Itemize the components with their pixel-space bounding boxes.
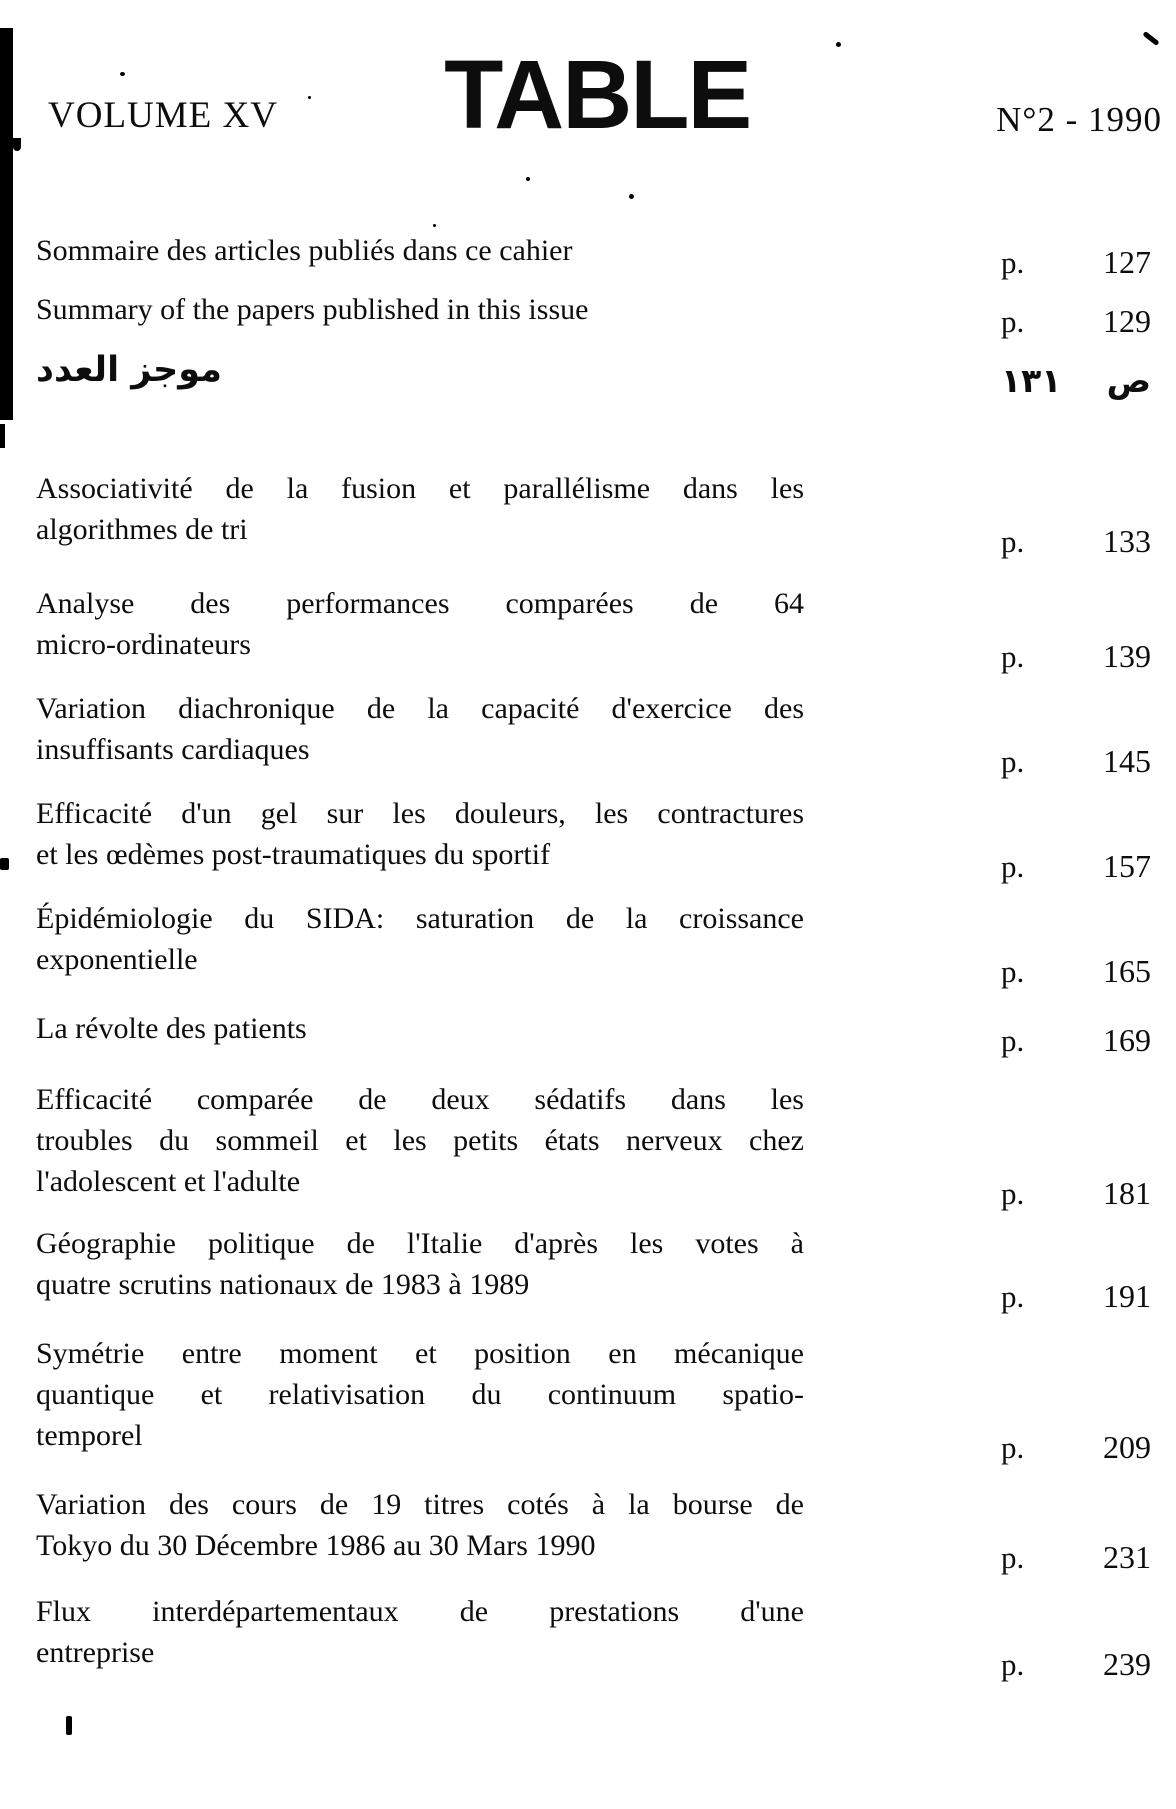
toc-entry-title: [36, 1484, 804, 1566]
page-ref: [1001, 1646, 1151, 1683]
toc-line: l'adolescent et l'adulte: [36, 1165, 301, 1198]
toc-entry: [36, 1591, 1151, 1682]
scan-artifact-left-strip-tail: [0, 424, 5, 448]
toc-entry-title: [36, 346, 804, 394]
toc-entry: [36, 289, 1151, 339]
toc-entry: [36, 793, 1151, 884]
page-ref: [1001, 1022, 1151, 1059]
page-number: 165: [1103, 953, 1151, 989]
toc-line: et les œdèmes post-traumatiques du sportif: [36, 838, 551, 871]
scanned-document-page: [0, 28, 1176, 1809]
page-number: 231: [1103, 1539, 1151, 1575]
toc-line: Summary of the papers published in this issue: [36, 293, 589, 326]
page-number: 157: [1103, 848, 1151, 884]
toc-line: Flux interdépartementaux de prestations d'une: [36, 1595, 804, 1628]
toc-entry: [36, 1223, 1151, 1314]
toc-line: algorithmes de tri: [36, 513, 248, 546]
toc-line: Épidémiologie du SIDA: saturation de la croissance: [36, 902, 804, 935]
page-ref: [1001, 1278, 1151, 1315]
page-number: 133: [1103, 523, 1151, 559]
page-label: p.: [1001, 1279, 1025, 1314]
page-ref: [1001, 361, 1151, 400]
toc-entry: [36, 1079, 1151, 1211]
scan-artifact-left-tick: [0, 858, 9, 870]
page-label: p.: [1001, 1023, 1025, 1058]
page-label: p.: [1001, 1176, 1025, 1211]
toc-line: Efficacité d'un gel sur les douleurs, les contractures: [36, 797, 804, 830]
toc-entry-title: [36, 688, 804, 770]
page-number: 145: [1103, 743, 1151, 779]
scan-artifact-speck: [526, 177, 530, 181]
toc-line: Associativité de la fusion et parallélisme dans les: [36, 472, 804, 505]
toc-entry-title: [36, 793, 804, 875]
page-label: p.: [1001, 1647, 1025, 1682]
document-header: [0, 28, 1176, 148]
toc-entry: [36, 898, 1151, 989]
page-label: p.: [1001, 1540, 1025, 1575]
page-ref: [1001, 1175, 1151, 1212]
toc-line: Variation diachronique de la capacité d'exercice des: [36, 692, 804, 725]
page-number: 169: [1103, 1022, 1151, 1058]
table-of-contents: [0, 230, 1176, 1682]
toc-entry: [36, 468, 1151, 559]
page-number: 191: [1103, 1278, 1151, 1314]
page-ref: [1001, 244, 1151, 281]
toc-line: La révolte des patients: [36, 1012, 307, 1045]
toc-entry: [36, 1008, 1151, 1058]
toc-entry: [36, 1484, 1151, 1575]
toc-line: Efficacité comparée de deux sédatifs dans les: [36, 1083, 804, 1116]
toc-line: Tokyo du 30 Décembre 1986 au 30 Mars 1990: [36, 1529, 596, 1562]
toc-entry-title: [36, 1333, 804, 1456]
toc-entry-title: [36, 898, 804, 980]
scan-artifact-bottom-tick: [66, 1716, 72, 1735]
page-ref: [1001, 743, 1151, 780]
toc-entry-title: [36, 1079, 804, 1202]
page-ref: [1001, 1429, 1151, 1466]
toc-line: Géographie politique de l'Italie d'après les votes à: [36, 1227, 804, 1260]
scan-artifact-comma: [13, 138, 21, 151]
toc-line: Sommaire des articles publiés dans ce cahier: [36, 234, 573, 267]
toc-entry-title: [36, 468, 804, 550]
toc-entry-title: [36, 1591, 804, 1673]
scan-artifact-speck: [120, 72, 125, 76]
page-ref: [1001, 848, 1151, 885]
toc-entry: [36, 230, 1151, 280]
page-label: p.: [1001, 245, 1025, 280]
page-label: p.: [1001, 524, 1025, 559]
page-number: 139: [1103, 638, 1151, 674]
toc-line: insuffisants cardiaques: [36, 733, 310, 766]
toc-entry: [36, 688, 1151, 779]
toc-line: quatre scrutins nationaux de 1983 à 1989: [36, 1268, 530, 1301]
toc-entry-title: [36, 1008, 804, 1049]
page-ref: [1001, 638, 1151, 675]
toc-line: troubles du sommeil et les petits états nerveux chez: [36, 1124, 804, 1157]
scan-artifact-speck: [433, 224, 436, 227]
page-number: 181: [1103, 1175, 1151, 1211]
toc-line: micro-ordinateurs: [36, 628, 251, 661]
page-label: p.: [1001, 1430, 1025, 1465]
toc-entry: [36, 583, 1151, 674]
toc-line: Analyse des performances comparées de 64: [36, 587, 804, 620]
scan-artifact-left-strip: [0, 28, 13, 420]
toc-line: entreprise: [36, 1636, 155, 1669]
page-ref: [1001, 1539, 1151, 1576]
page-label: p.: [1001, 304, 1025, 339]
page-number: 129: [1103, 303, 1151, 339]
toc-line: Variation des cours de 19 titres cotés à la bourse de: [36, 1488, 804, 1521]
page-number: 127: [1103, 244, 1151, 280]
page-ref: [1001, 953, 1151, 990]
toc-entry-title: [36, 230, 804, 271]
toc-line: temporel: [36, 1419, 143, 1452]
toc-entry-title: [36, 1223, 804, 1305]
toc-entry-title: [36, 583, 804, 665]
page-number: 239: [1103, 1646, 1151, 1682]
toc-line: Symétrie entre moment et position en mécanique: [36, 1337, 804, 1370]
page-label: p.: [1001, 744, 1025, 779]
journal-volume: VOLUME XV: [48, 95, 278, 136]
page-label: p.: [1001, 849, 1025, 884]
page-label: p.: [1001, 954, 1025, 989]
toc-entry-arabic: [36, 346, 1151, 400]
scan-artifact-speck: [308, 96, 311, 99]
toc-entry-title: [36, 289, 804, 330]
scan-artifact-speck: [836, 42, 841, 47]
page-title: TABLE: [444, 40, 751, 149]
scan-artifact-speck: [629, 194, 634, 199]
toc-line: exponentielle: [36, 943, 198, 976]
journal-issue: N°2 - 1990: [996, 100, 1162, 139]
toc-line: quantique et relativisation du continuum spatio-: [36, 1378, 804, 1411]
page-number: ١٣١: [1001, 361, 1062, 400]
page-ref: [1001, 523, 1151, 560]
toc-line: موجز العدد: [36, 350, 222, 390]
page-label: ص: [1106, 361, 1151, 400]
page-number: 209: [1103, 1429, 1151, 1465]
toc-entry: [36, 1333, 1151, 1465]
page-label: p.: [1001, 639, 1025, 674]
page-ref: [1001, 303, 1151, 340]
